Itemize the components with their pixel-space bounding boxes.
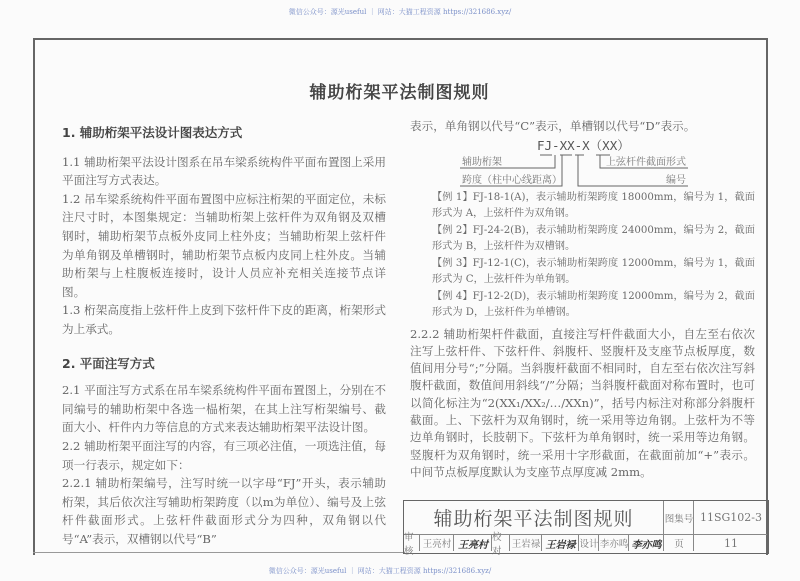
example-4: 【例 4】FJ-12-2(D)，表示辅助桁架跨度 12000mm，编号为 2，截面形式为 D，上弦杆件为单槽钢。	[432, 290, 755, 319]
example-1: 【例 1】FJ-18-1(A)，表示辅助桁架跨度 18000mm，编号为 1，截面形式为 A，上弦杆件为双角钢。	[432, 191, 755, 220]
frame-bottom-line	[33, 552, 405, 553]
watermark-bottom: 微信公众号：源光useful ｜ 网站：大猫工程资源 https://321686.xyz/	[268, 567, 492, 575]
right-column	[410, 117, 755, 481]
code-diagram	[400, 136, 700, 190]
design-signature: 李亦鸣	[628, 535, 664, 551]
title-block	[403, 500, 769, 557]
page-number: 11	[693, 535, 768, 551]
paragraph-2-2-1: 2.2.1 辅助桁架编号，注写时统一以字母“FJ”开头，表示辅助桁架，其后依次注写辅助桁架跨度（以m为单位）、编号及上弦杆件截面形式。上弦杆件截面形式分为四种，双角钢以代号“A”表示，双槽钢以代号“B”	[62, 476, 386, 546]
check-name: 王岩禄	[509, 535, 542, 551]
atlas-number: 11SG102-3	[693, 501, 768, 534]
review-name: 王亮村	[419, 535, 454, 551]
atlas-label: 图集号	[663, 501, 694, 534]
label-span: 跨度（柱中心线距离）	[462, 174, 562, 186]
example-3: 【例 3】FJ-12-1(C)，表示辅助桁架跨度 12000mm，编号为 1，截面形式为 C，上弦杆件为单角钢。	[432, 257, 755, 286]
example-2: 【例 2】FJ-24-2(B)，表示辅助桁架跨度 24000mm，编号为 2，截面形式为 B，上弦杆件为双槽钢。	[432, 224, 755, 253]
label-section: 上弦杆件截面形式	[606, 156, 686, 168]
design-name: 李亦鸣	[598, 535, 629, 551]
review-signature: 王亮村	[453, 535, 492, 551]
label-number: 编号	[666, 174, 686, 186]
watermark-top: 微信公众号：源光useful ｜ 网站：大猫工程资源 https://321686.xyz/	[288, 8, 512, 16]
paragraph-1-2: 1.2 吊车梁系统构件平面布置图中应标注桁架的平面定位，未标注尺寸时，本图集规定：当辅助桁架上弦杆件为双角钢及双槽钢时，辅助桁架节点板外皮同上柱外皮；当辅助桁架上弦杆件为单角钢及单槽钢时，辅助桁架节点板内皮同上柱外皮。当辅助桁架与上柱腹板连接时，设计人员应补充相关连接节点详图。	[62, 191, 386, 299]
label-truss: 辅助桁架	[462, 156, 502, 168]
examples	[410, 190, 755, 322]
paragraph-continued: 表示，单角钢以代号“C”表示，单槽钢以代号“D”表示。	[410, 119, 696, 133]
paragraph-1-1: 1.1 辅助桁架平法设计图系在吊车梁系统构件平面布置图上采用平面注写方式表达。	[62, 154, 386, 188]
page-title: 辅助桁架平法制图规则	[309, 83, 490, 103]
section-heading-1: 1. 辅助桁架平法设计图表达方式	[62, 125, 243, 140]
review-label: 审核	[404, 532, 414, 557]
paragraph-1-3: 1.3 桁架高度指上弦杆件上皮到下弦杆件下皮的距离，桁架形式为上承式。	[62, 303, 386, 336]
paragraph-2-2: 2.2 辅助桁架平面注写的内容，有三项必注值，一项选注值，每项一行表示，规定如下：	[62, 438, 386, 472]
paragraph-2-1: 2.1 平面注写方式系在吊车梁系统构件平面布置图上，分别在不同编号的辅助桁架中各选一榀桁架，在其上注写桁架编号、截面大小、杆件内力等信息的方式来表达辅助桁架平法设计图。	[62, 383, 386, 435]
paragraph-2-2-2: 2.2.2 辅助桁架杆件截面，直接注写杆件截面大小，自左至右依次注写上弦杆件、下弦杆件、斜腹杆、竖腹杆及支座节点板厚度，数值间用分号“;”分隔。当斜腹杆截面不相同时，自左至右依次注写斜腹杆截面，数值间用斜线“/”分隔；当斜腹杆截面对称布置时，也可以简化标注为“2(XX₁/XX₂/…/XXn)”，括号内标注对称部分斜腹杆截面。上、下弦杆为双角钢时，统一采用等边角钢。上弦杆为不等边单角钢时，长肢朝下。下弦杆为单角钢时，统一采用等边角钢。竖腹杆为双角钢时，统一采用十字形截面，在截面前加“+”表示。中间节点板厚度默认为支座节点厚度减 2mm。	[410, 326, 755, 479]
page-label: 页	[663, 535, 694, 551]
section-heading-2: 2. 平面注写方式	[62, 355, 155, 371]
check-label: 校对	[491, 535, 510, 551]
code-format: FJ-XX-X（XX）	[537, 137, 630, 153]
check-signature: 王岩禄	[541, 535, 579, 551]
left-column	[62, 124, 386, 548]
title-block-title: 辅助桁架平法制图规则	[433, 508, 634, 530]
design-label: 设计	[578, 535, 599, 551]
